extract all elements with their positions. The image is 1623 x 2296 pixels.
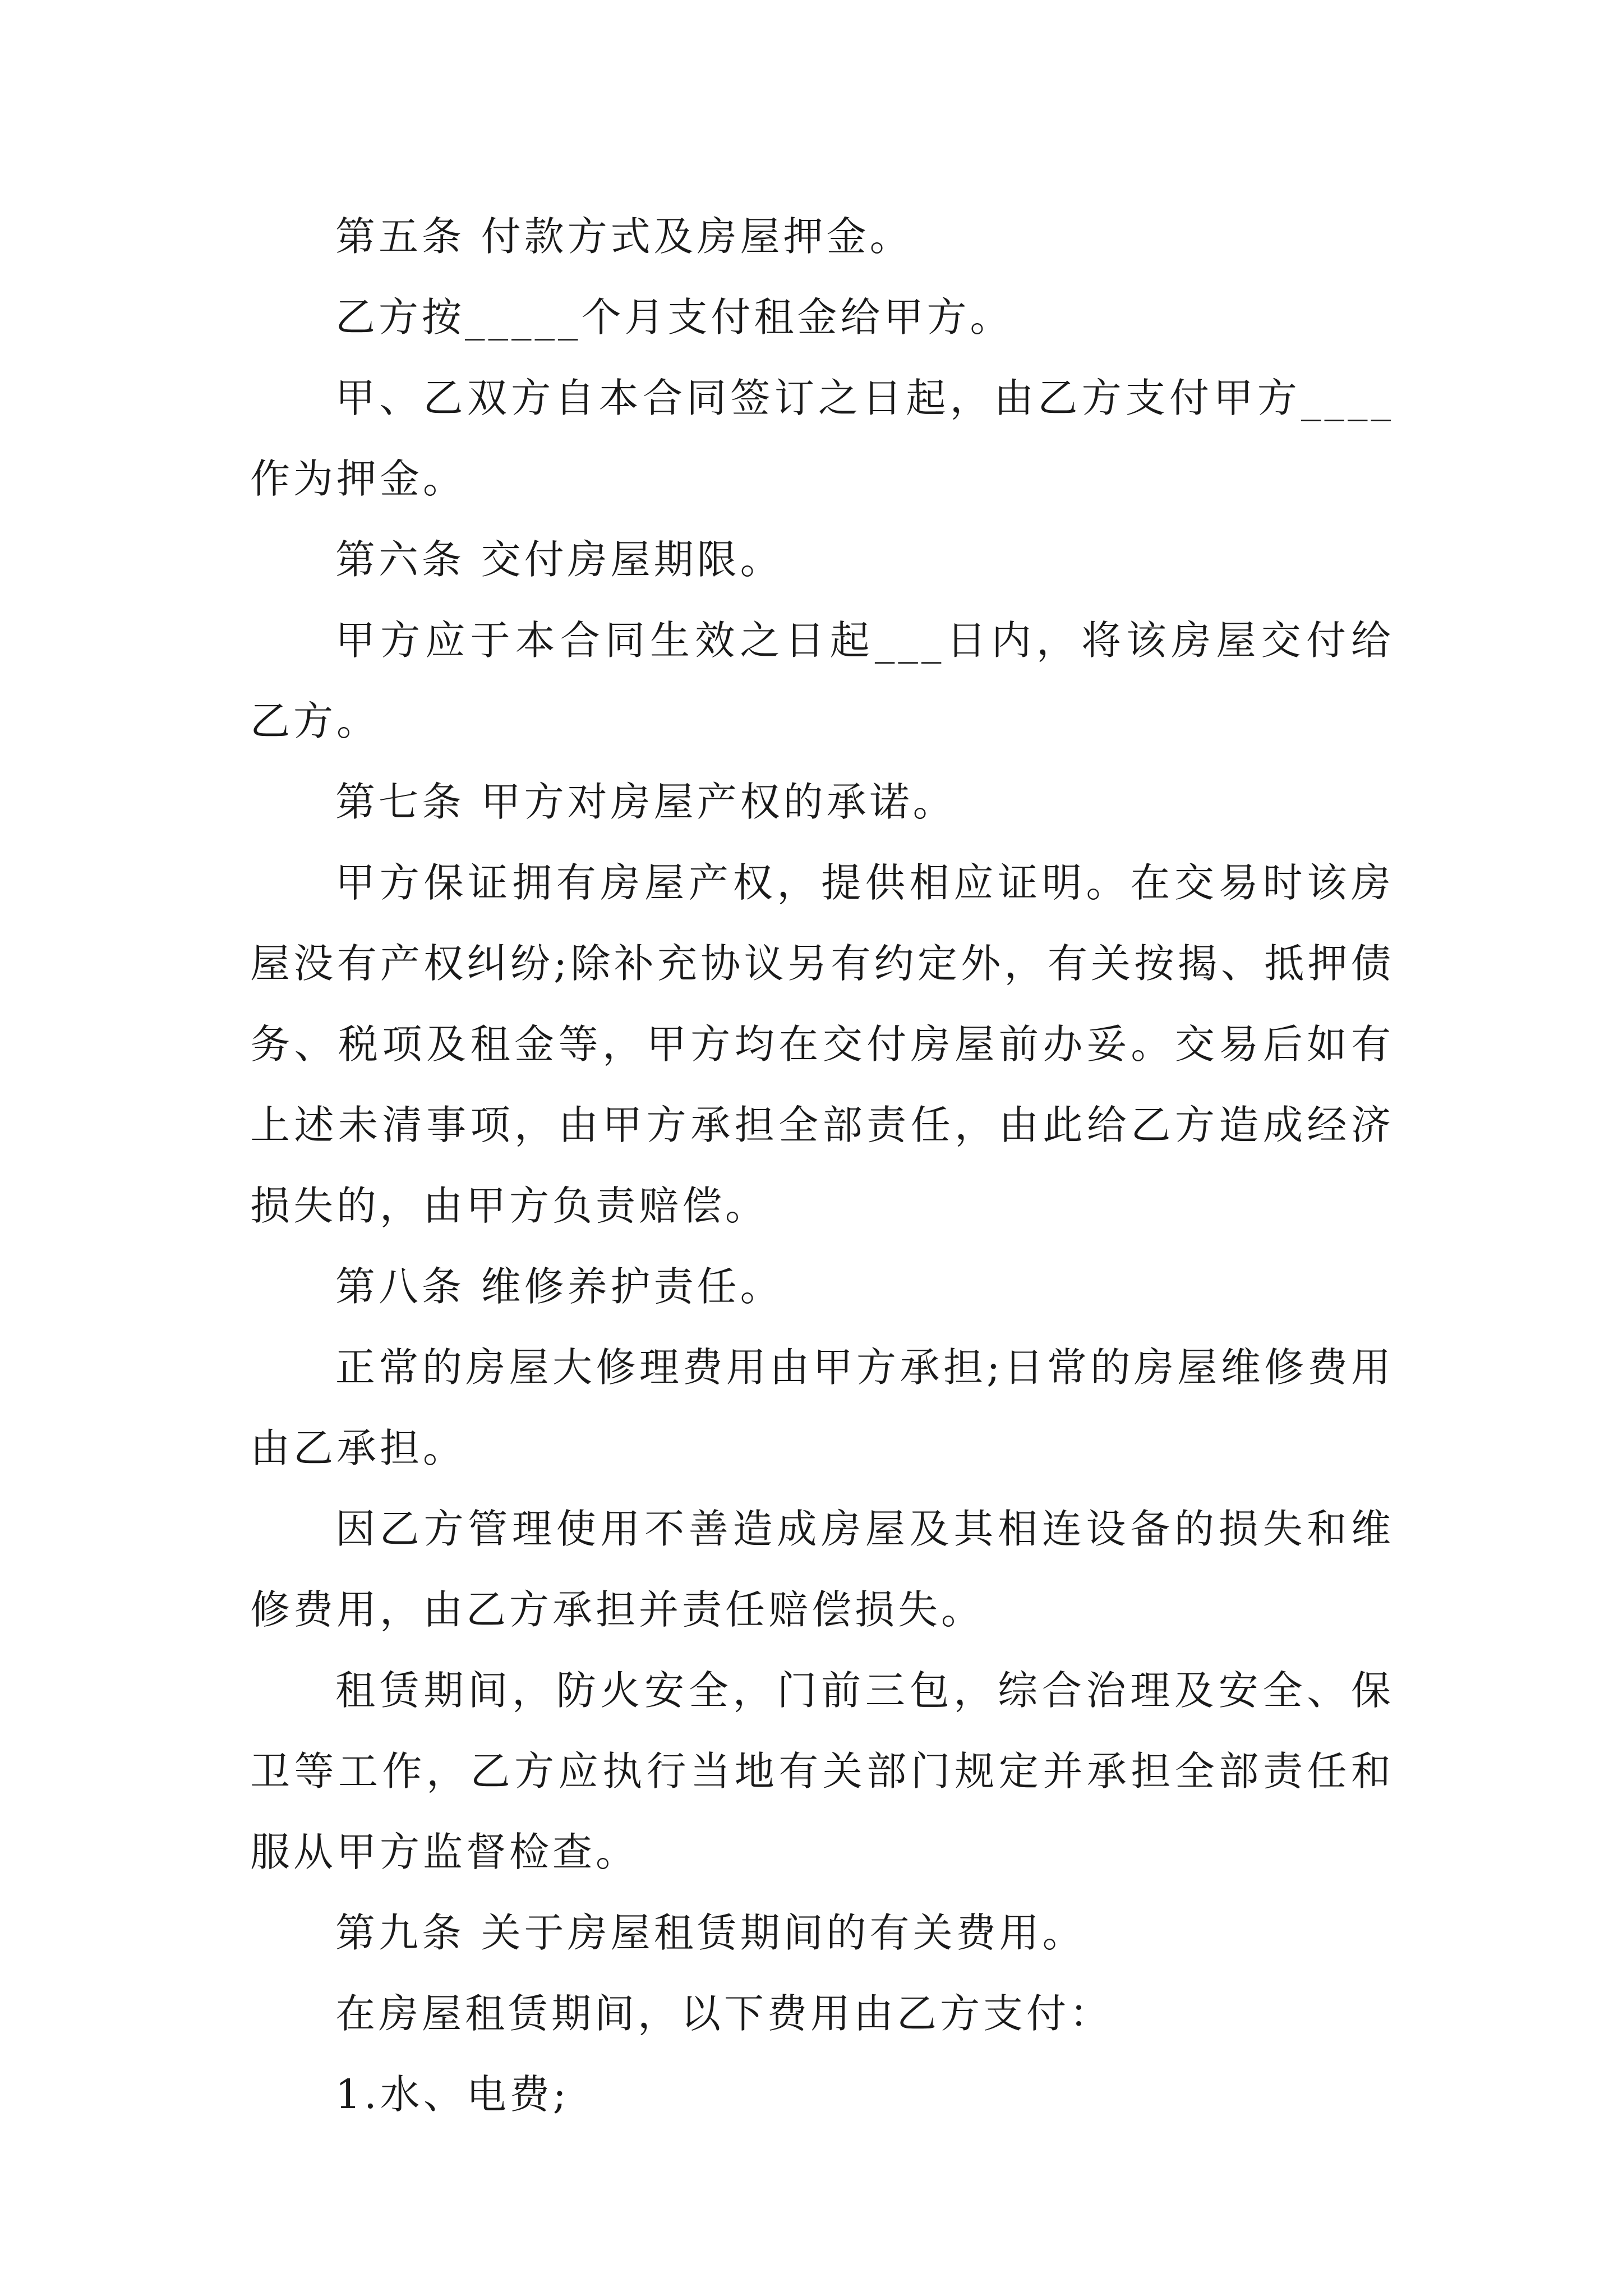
damage-liability-paragraph: 因乙方管理使用不善造成房屋及其相连设备的损失和维修费用，由乙方承担并责任赔偿损失。 — [250, 1506, 1394, 1633]
repair-cost-paragraph: 正常的房屋大修理费用由甲方承担;日常的房屋维修费用由乙承担。 — [250, 1344, 1394, 1471]
deposit-paragraph: 甲、乙双方自本合同签订之日起，由乙方支付甲方____作为押金。 — [250, 375, 1394, 502]
fees-intro-paragraph: 在房屋租赁期间，以下费用由乙方支付： — [335, 1990, 1113, 2037]
article-5-heading: 第五条 付款方式及房屋押金。 — [335, 213, 913, 260]
article-9-heading: 第九条 关于房屋租赁期间的有关费用。 — [335, 1910, 1086, 1956]
document-body — [250, 196, 1394, 2135]
payment-period-paragraph: 乙方按_____个月支付租金给甲方。 — [335, 294, 1013, 341]
article-7-heading: 第七条 甲方对房屋产权的承诺。 — [335, 779, 956, 825]
safety-duty-paragraph: 租赁期间，防火安全，门前三包，综合治理及安全、保卫等工作，乙方应执行当地有关部门规定并承担全部责任和服从甲方监督检查。 — [250, 1667, 1394, 1875]
delivery-deadline-paragraph: 甲方应于本合同生效之日起___日内，将该房屋交付给乙方。 — [250, 617, 1394, 744]
article-6-heading: 第六条 交付房屋期限。 — [335, 536, 783, 583]
fee-item-1: 1.水、电费; — [335, 2071, 570, 2118]
property-rights-paragraph: 甲方保证拥有房屋产权，提供相应证明。在交易时该房屋没有产权纠纷;除补充协议另有约定外，有关按揭、抵押债务、税项及租金等，甲方均在交付房屋前办妥。交易后如有上述未清事项，由甲方承担全部责任，由此给乙方造成经济损失的，由甲方负责赔偿。 — [250, 859, 1394, 1229]
article-8-heading: 第八条 维修养护责任。 — [335, 1263, 783, 1310]
